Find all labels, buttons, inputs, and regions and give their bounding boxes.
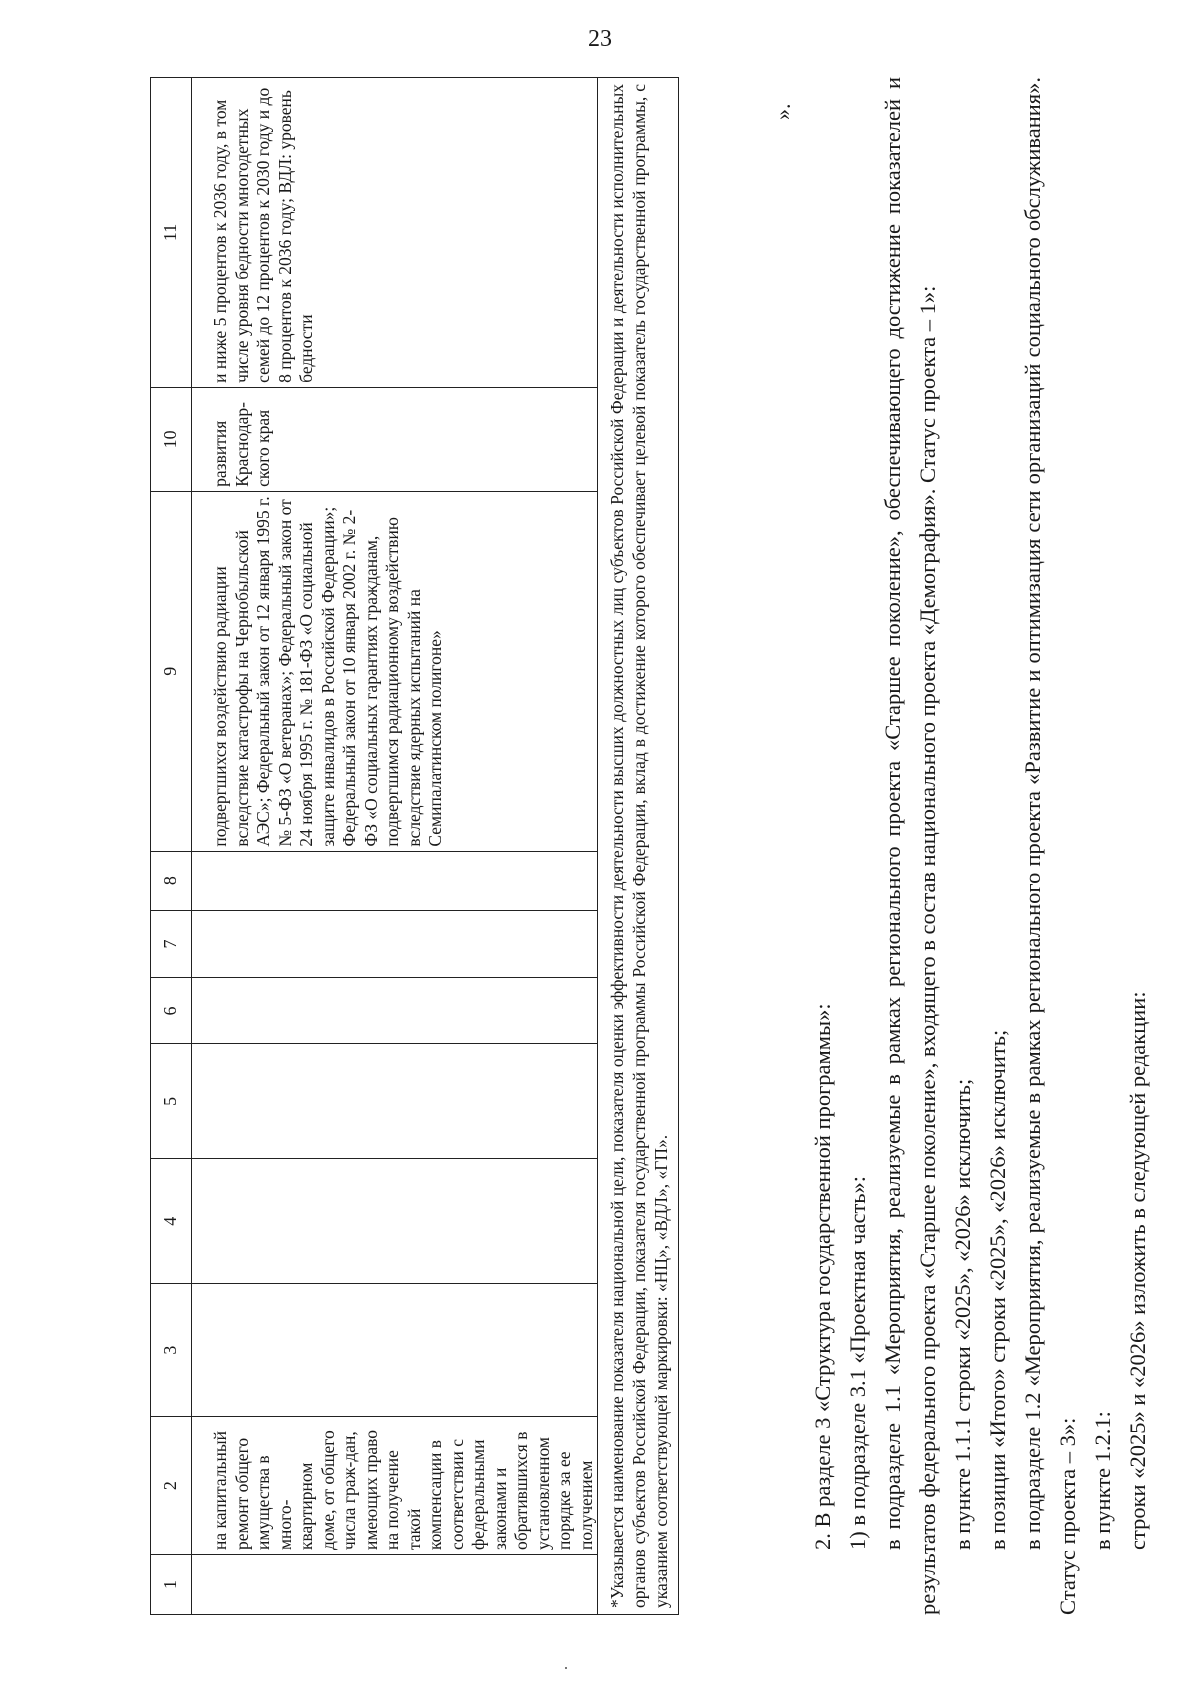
table-cell: подвергшихся воздействию радиации вследствие катастрофы на Чернобыльской АЭС»; Федеральный закон от 12 января 1995 г. № 5-ФЗ «О ветеранах»; Федеральный закон от 24 ноября 1995 г. № 181-ФЗ «О социальной защите инвалидов в Российской Федерации»; Федеральный закон от 10 января 2002 г. № 2-ФЗ «О социальных гарантиях гражданам, подвергшимся радиационному воздействию вследствие ядерных испытаний на Семипалатинском полигоне»	[192, 491, 598, 851]
column-header: 7	[151, 910, 192, 978]
table-cell	[192, 1044, 598, 1159]
paragraph: в пункте 1.1.1 строки «2025», «2026» исключить;	[950, 1078, 975, 1550]
program-table	[150, 77, 679, 1615]
table-footnote-row	[598, 78, 679, 1615]
paragraph: в позиции «Итого» строки «2025», «2026» исключить;	[985, 1029, 1010, 1550]
paragraph: строки «2025» и «2026» изложить в следующей редакции:	[1125, 991, 1150, 1550]
rotated-landscape-content	[150, 75, 1200, 1615]
table-cell: и ниже 5 процентов к 2036 году, в том числе уровня бедности многодетных семей до 12 процентов к 2030 году и до 8 процентов к 2036 году; ВДЛ: уровень бедности	[192, 78, 598, 388]
table-cell: на капитальный ремонт общего имущества в много-квартирном доме, от общего числа граж-дан, имеющих право на получение такой компенсации в соответствии с федеральными законами и обратившихся в установленном порядке за ее получением	[192, 1417, 598, 1555]
table-cell: развития Краснодар-ского края	[192, 387, 598, 491]
table-header-row	[151, 78, 192, 1615]
page-number: 23	[588, 26, 612, 52]
column-header: 1	[151, 1555, 192, 1615]
column-header: 5	[151, 1044, 192, 1159]
column-header: 2	[151, 1417, 192, 1555]
closing-quote: ».	[770, 103, 795, 120]
paragraph: в подразделе 1.1 «Мероприятия, реализуемые в рамках регионального проекта «Старшее поколение», обеспечивающего достижение показателей и результатов федерального проекта «Старшее поколение», входящего в состав национального проекта «Демография». Статус проекта – 1»:	[880, 77, 940, 1615]
paragraph: 1) в подразделе 3.1 «Проектная часть»:	[845, 1175, 870, 1550]
paragraph: в пункте 1.2.1:	[1090, 1411, 1115, 1550]
table-cell	[192, 851, 598, 910]
column-header: 9	[151, 491, 192, 851]
paragraph: 2. В разделе 3 «Структура государственной программы»:	[810, 1003, 835, 1550]
table-cell	[192, 1159, 598, 1284]
table-cell	[192, 1284, 598, 1417]
column-header: 4	[151, 1159, 192, 1284]
paragraph: в подразделе 1.2 «Мероприятия, реализуемые в рамках регионального проекта «Развитие и оптимизация сети организаций социального обслуживания». Статус проекта – 3»:	[1020, 77, 1080, 1615]
column-header: 3	[151, 1284, 192, 1417]
table-cell	[192, 910, 598, 978]
scan-speck	[565, 1667, 567, 1669]
column-header: 10	[151, 387, 192, 491]
column-header: 8	[151, 851, 192, 910]
column-header: 11	[151, 78, 192, 388]
table-cell	[192, 1555, 598, 1615]
column-header: 6	[151, 978, 192, 1044]
table-cell	[192, 978, 598, 1044]
amendment-text	[805, 77, 1155, 1615]
table-footnote: *Указывается наименование показателя национальной цели, показателя оценки эффективности деятельности высших должностных лиц субъектов Российской Федерации и деятельности исполнительных органов субъектов Российской Федерации, показателя государственной программы Российской Федерации, вклад в достижение которого обеспечивает целевой показатель государственной программы, с указанием соответствующей маркировки: «НЦ», «ВДЛ», «ГП».	[598, 78, 679, 1615]
table-row	[192, 78, 598, 1615]
